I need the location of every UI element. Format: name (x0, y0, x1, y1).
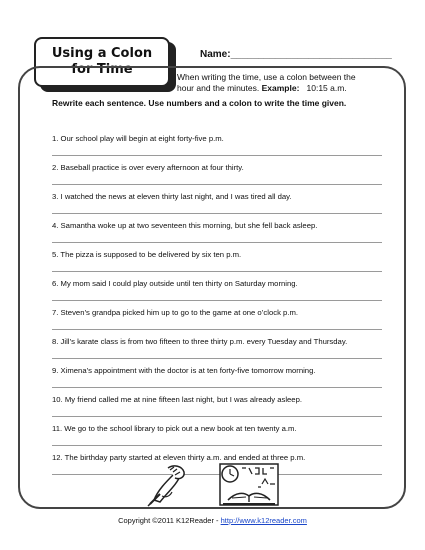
answer-line[interactable] (52, 242, 382, 243)
exercise-item (52, 335, 382, 364)
exercise-sentence: 1. Our school play will begin at eight forty-five p.m. (52, 134, 224, 143)
directions: Rewrite each sentence. Use numbers and a colon to write the time given. (52, 98, 347, 108)
exercise-item (52, 364, 382, 393)
exercise-sentence: 11. We go to the school library to pick out a new book at ten twenty a.m. (52, 424, 297, 433)
exercise-item (52, 422, 382, 451)
answer-line[interactable] (52, 329, 382, 330)
answer-line[interactable] (52, 474, 382, 475)
exercise-sentence: 6. My mom said I could play outside until ten thirty on Saturday morning. (52, 279, 298, 288)
exercise-sentence: 3. I watched the news at eleven thirty last night, and I was tired all day. (52, 192, 292, 201)
exercise-list (52, 132, 382, 480)
exercise-sentence: 5. The pizza is supposed to be delivered by six ten p.m. (52, 250, 242, 259)
exercise-item (52, 451, 382, 480)
answer-line[interactable] (52, 445, 382, 446)
exercise-item (52, 219, 382, 248)
exercise-sentence: 2. Baseball practice is over every afternoon at four thirty. (52, 163, 244, 172)
exercise-sentence: 7. Steven’s grandpa picked him up to go to the game at one o’clock p.m. (52, 308, 299, 317)
title-line-1: Using a Colon (51, 46, 153, 61)
exercise-item (52, 248, 382, 277)
answer-line[interactable] (52, 271, 382, 272)
exercise-item (52, 132, 382, 161)
footer (0, 516, 425, 525)
book-and-numbers-icon (218, 462, 280, 507)
exercise-sentence: 8. Jill’s karate class is from two fifteen to three thirty p.m. every Tuesday and Thursday. (52, 337, 348, 346)
exercise-sentence: 10. My friend called me at nine fifteen last night, but I was already asleep. (52, 395, 302, 404)
exercise-item (52, 393, 382, 422)
answer-line[interactable] (52, 416, 382, 417)
title-line-2: for Time (71, 62, 133, 77)
exercise-item (52, 306, 382, 335)
answer-line[interactable] (52, 184, 382, 185)
instructions-line-1: When writing the time, use a colon between the (177, 72, 356, 82)
exercise-sentence: 9. Ximena’s appointment with the doctor is at ten forty-five tomorrow morning. (52, 366, 316, 375)
writing-hand-icon (144, 460, 189, 508)
exercise-item (52, 190, 382, 219)
name-field: Name:_____________________________ (200, 49, 392, 60)
answer-line[interactable] (52, 155, 382, 156)
answer-line[interactable] (52, 387, 382, 388)
answer-line[interactable] (52, 300, 382, 301)
exercise-sentence: 4. Samantha woke up at two seventeen this morning, but she fell back asleep. (52, 221, 318, 230)
example-value: 10:15 a.m. (306, 83, 347, 93)
example-label: Example: (261, 83, 300, 93)
footer-link[interactable]: http://www.k12reader.com (220, 516, 307, 525)
answer-line[interactable] (52, 358, 382, 359)
instructions-line-2-text: hour and the minutes. (177, 83, 260, 93)
copyright-text: Copyright ©2011 K12Reader - (118, 516, 221, 525)
answer-line[interactable] (52, 213, 382, 214)
exercise-sentence: 12. The birthday party started at eleven thirty a.m. and ended at three p.m. (52, 453, 306, 462)
exercise-item (52, 277, 382, 306)
exercise-item (52, 161, 382, 190)
